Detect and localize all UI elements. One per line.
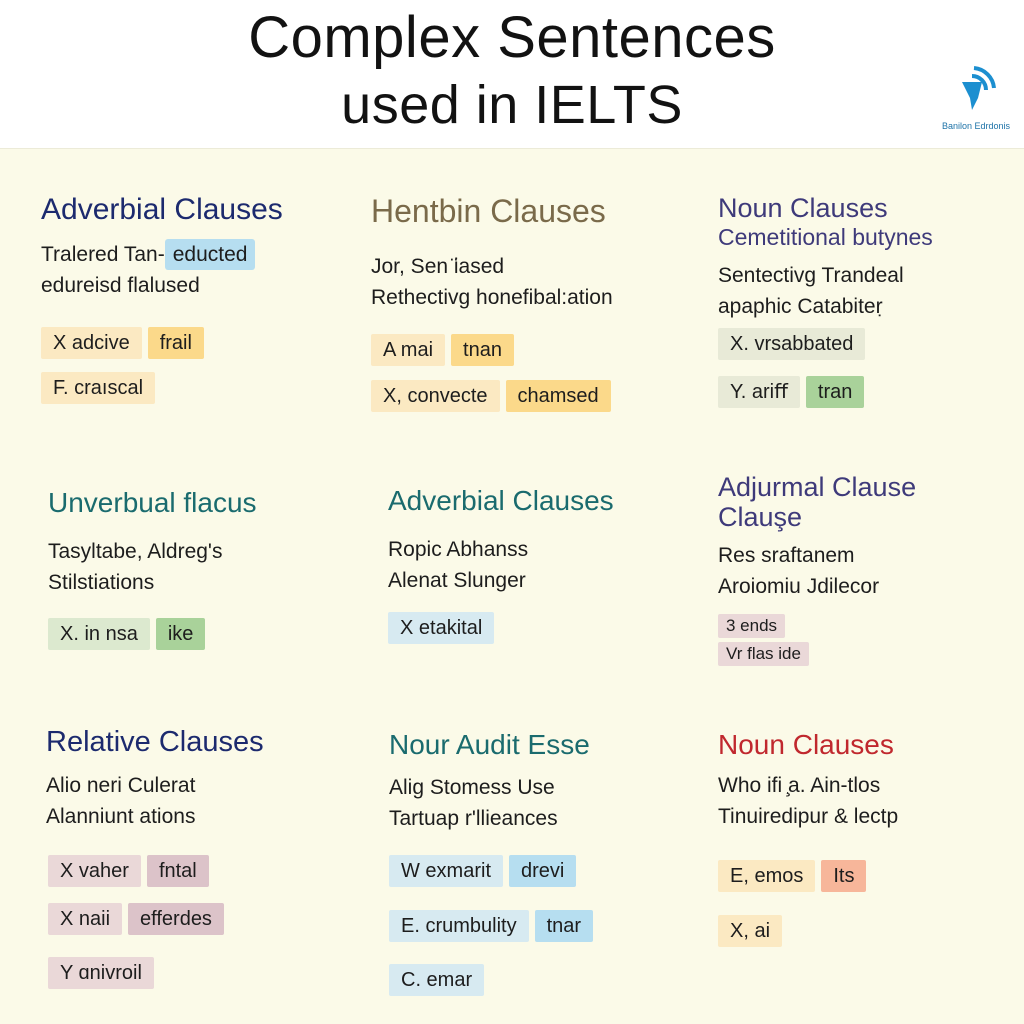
section-heading-continued: Clauşe: [718, 502, 803, 532]
example-chip-row: [389, 964, 490, 996]
example-chip: X naii: [48, 903, 122, 935]
example-chip-row: [718, 642, 815, 674]
example-chip: efferdes: [128, 903, 224, 935]
example-chip: E. crumbulity: [389, 910, 529, 942]
example-chip-row: [718, 328, 871, 360]
example-chip: chamsed: [506, 380, 611, 412]
section-line-2: Stilstiations: [48, 571, 155, 594]
example-chip: Vr flas ide: [718, 642, 809, 666]
page-title-line2: used in IELTS: [341, 75, 683, 135]
section-line-2: Rethectivg honefibal:ation: [371, 286, 613, 309]
section-hentbin-clauses: [371, 193, 613, 313]
section-line-1: Who ifi ̧a. Ain-tlos: [718, 774, 881, 797]
section-adjurmal-clause: [718, 472, 916, 602]
section-adverbial-clauses-2: [388, 485, 614, 596]
example-chip-row: [48, 618, 211, 650]
example-chip: X. in nsa: [48, 618, 150, 650]
example-chip-row: [41, 372, 161, 404]
section-line-1: Jor, Sen ̈iased: [371, 255, 505, 278]
example-chip: X. vrsabbated: [718, 328, 865, 360]
section-nour-audit-esse: [389, 729, 590, 834]
section-line-2: Aroiomiu Jdilecor: [718, 575, 880, 598]
section-line-2: Alanniunt ations: [46, 805, 196, 828]
section-heading: Unverbual flacus: [48, 487, 257, 518]
example-chip: Y. ariﬀ: [718, 376, 800, 408]
example-chip: Its: [821, 860, 866, 892]
section-heading: Noun Clauses: [718, 729, 894, 760]
example-chip-row: [41, 327, 210, 359]
example-chip: tnan: [451, 334, 514, 366]
section-line-1: [41, 239, 283, 270]
section-line-2: edureisd flalused: [41, 274, 200, 297]
section-line-1: Tasyltabe, Aldreg's: [48, 540, 223, 563]
example-chip-row: [718, 860, 872, 892]
section-line-1: Alio neri Culerat: [46, 774, 196, 797]
section-heading: Adverbial Clauses: [41, 193, 283, 226]
example-chip: X etakital: [388, 612, 494, 644]
section-line-1: Alig Stomess Use: [389, 776, 555, 799]
example-chip-row: [48, 957, 160, 989]
example-chip: X, convecte: [371, 380, 500, 412]
example-chip: E, emos: [718, 860, 815, 892]
section-heading: Noun Clauses: [718, 193, 888, 223]
highlighted-term: educted: [165, 239, 256, 270]
example-chip: frail: [148, 327, 204, 359]
example-chip: X vaher: [48, 855, 141, 887]
section-noun-clauses-2: [718, 729, 898, 832]
section-line-2: Tartuap r'llieances: [389, 807, 558, 830]
example-chip: drevi: [509, 855, 576, 887]
logo-text: Banilon Edrdonis: [941, 121, 1011, 131]
section-line-2: apaphic Catabiteṛ: [718, 295, 883, 318]
example-chip: tnar: [535, 910, 593, 942]
example-chip-row: [388, 612, 500, 644]
page-title-line1: Complex Sentences: [248, 5, 776, 70]
example-chip-row: [371, 334, 520, 366]
example-chip: A mai: [371, 334, 445, 366]
section-adverbial-clauses-1: [41, 194, 283, 301]
example-chip: fntal: [147, 855, 209, 887]
section-unverbual-flacus: [48, 487, 257, 598]
section-heading: Nour Audit Esse: [389, 729, 590, 760]
example-chip: ike: [156, 618, 206, 650]
section-heading: Hentbin Clauses: [371, 193, 606, 229]
section-noun-clauses-1: [718, 194, 933, 322]
brand-logo: [930, 64, 1022, 136]
example-chip: W exmarit: [389, 855, 503, 887]
example-chip-row: [718, 915, 788, 947]
section-heading: Adverbial Clauses: [388, 485, 614, 516]
example-chip-row: [48, 903, 230, 935]
signal-logo-icon: [956, 64, 996, 114]
section-relative-clauses: [46, 727, 264, 832]
example-chip: 3 ends: [718, 614, 785, 638]
section-subheading: Cemetitional butynes: [718, 224, 933, 250]
section-line-1-text: Tralered Tan-: [41, 243, 165, 266]
section-heading: Adjurmal Clause: [718, 472, 917, 502]
section-line-1: Res sraftanem: [718, 544, 855, 567]
section-line-2: Alenat Slunger: [388, 569, 526, 592]
example-chip: C. emar: [389, 964, 484, 996]
section-line-1: Ropic Abhanss: [388, 538, 529, 561]
example-chip-row: [371, 380, 617, 412]
example-chip: Y ɑnivroil: [48, 957, 154, 989]
example-chip: F. craıscal: [41, 372, 155, 404]
section-line-2: Tinuiredipur & lectp: [718, 805, 899, 828]
example-chip-row: [389, 855, 582, 887]
example-chip-row: [48, 855, 215, 887]
section-line-1: Sentectivg Trandeal: [718, 264, 904, 287]
header: [0, 0, 1024, 149]
example-chip: X, ai: [718, 915, 782, 947]
example-chip-row: [389, 910, 599, 942]
example-chip: tran: [806, 376, 864, 408]
example-chip-row: [718, 376, 870, 408]
section-heading: Relative Clauses: [46, 726, 264, 758]
example-chip: X adcive: [41, 327, 142, 359]
